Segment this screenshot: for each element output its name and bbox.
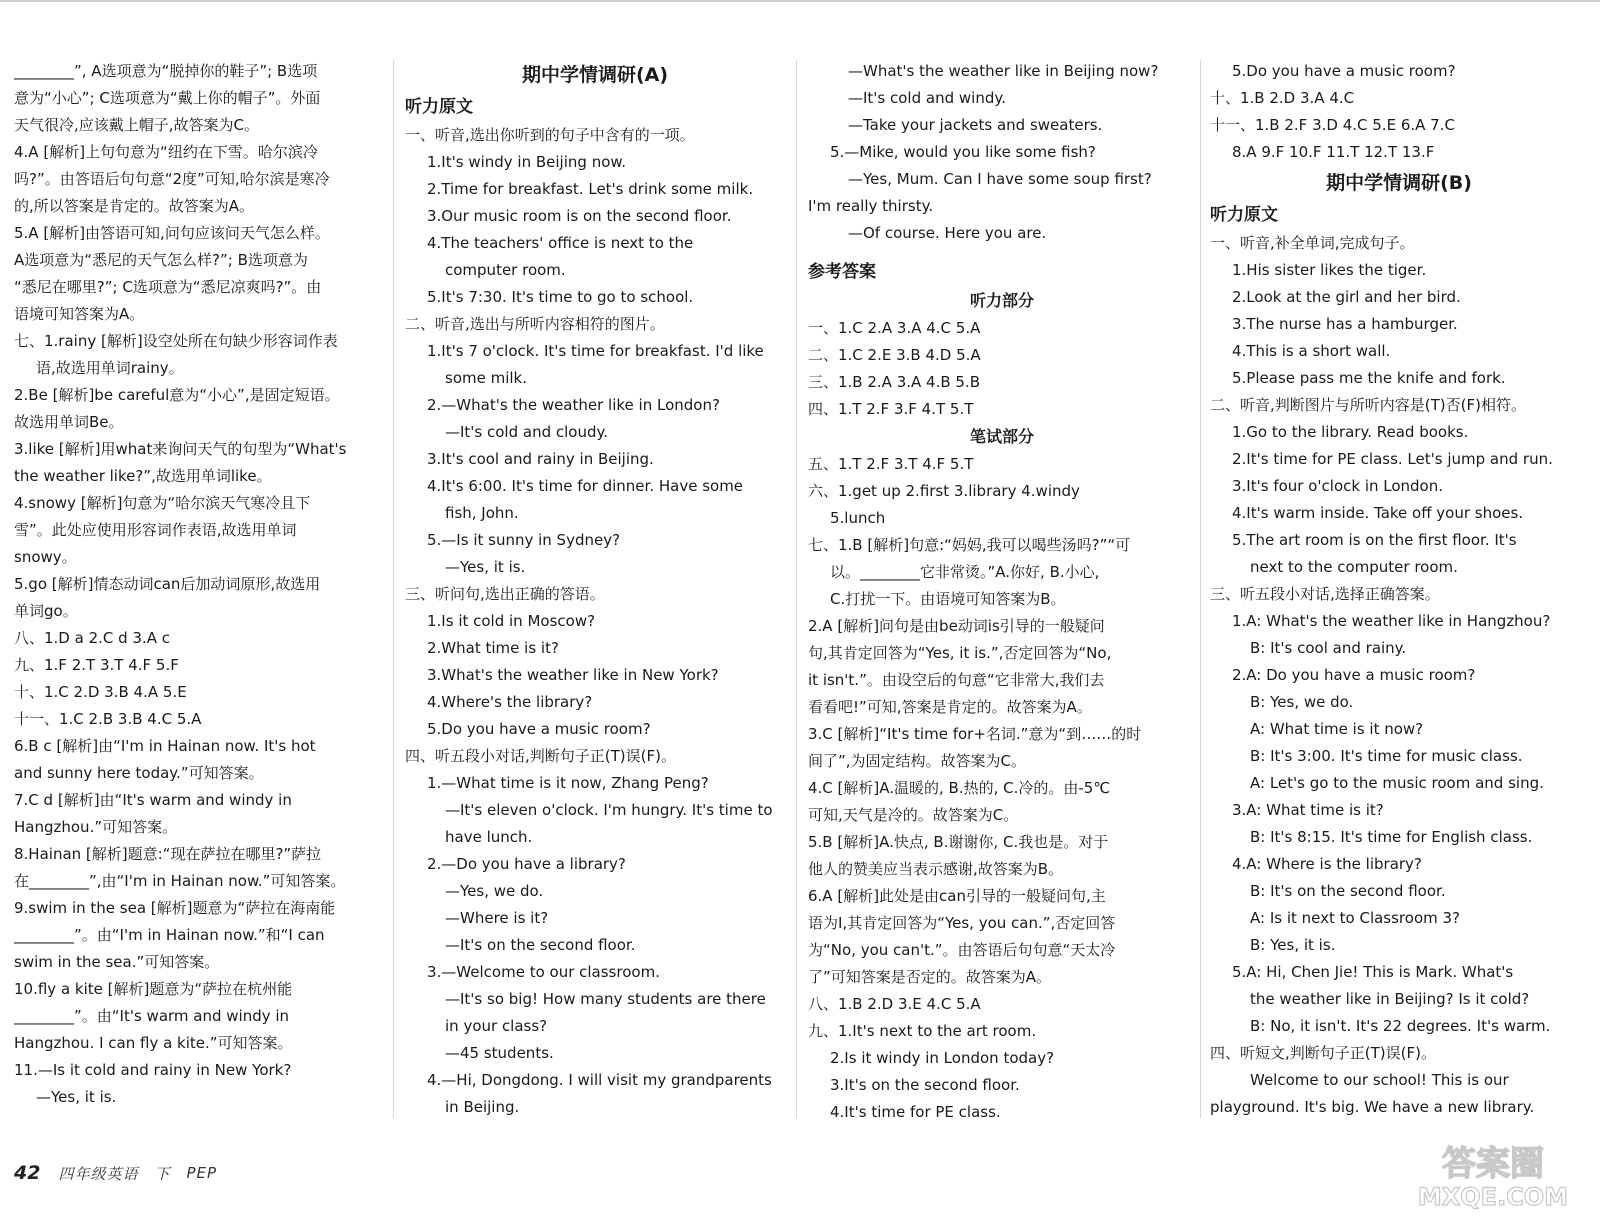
footer-grade-subject: 四年级英语 [58,1164,139,1183]
text-line: the weather like?”,故选用单词like。 [14,467,272,485]
watermark-cn: 答案圈 [1442,1144,1544,1184]
text-line: 5.Do you have a music room? [427,720,651,738]
text-line: 3.It's four o'clock in London. [1232,477,1444,495]
text-line: 三、听问句,选出正确的答语。 [405,585,605,603]
answer-line: 九、1.It's next to the art room. [808,1022,1037,1040]
text-line: 7.C d [解析]由“It's warm and windy in [14,791,292,809]
text-line: 了”可知答案是否定的。故答案为A。 [808,968,1052,986]
text-line: 5.Do you have a music room? [1232,62,1456,80]
text-line: 4.snowy [解析]句意为“哈尔滨天气寒冷且下 [14,494,311,512]
text-line: —It's so big! How many students are there [445,990,766,1008]
answer-line: 十、1.C 2.D 3.B 4.A 5.E [14,683,187,701]
text-line: 三、听五段小对话,选择正确答案。 [1210,585,1440,603]
answer-line: 九、1.F 2.T 3.T 4.F 5.F [14,656,179,674]
text-line: B: No, it isn't. It's 22 degrees. It's warm. [1250,1017,1551,1035]
text-line: —Of course. Here you are. [848,224,1047,242]
text-line: 天气很冷,应该戴上帽子,故答案为C。 [14,116,260,134]
answer-line: 2.Is it windy in London today? [830,1049,1055,1067]
text-line: swim in the sea.”可知答案。 [14,953,220,971]
text-line: 2.It's time for PE class. Let's jump and run. [1232,450,1553,468]
text-line: 5.The art room is on the first floor. It's [1232,531,1517,549]
text-line: 9.swim in the sea [解析]题意为“萨拉在海南能 [14,899,336,917]
text-line: 3.—Welcome to our classroom. [427,963,660,981]
answer-line: 8.A 9.F 10.F 11.T 12.T 13.F [1232,143,1435,161]
text-line: 看看吧!”可知,答案是肯定的。故答案为A。 [808,698,1092,716]
column-divider [393,60,394,1118]
text-line: —What's the weather like in Beijing now? [848,62,1159,80]
text-line: 4.This is a short wall. [1232,342,1391,360]
subsection-heading: 听力部分 [969,291,1034,310]
column-3 [808,58,1196,1153]
text-line: some milk. [445,369,528,387]
text-line: 2.Look at the girl and her bird. [1232,288,1461,306]
text-line: 在________”,由“I'm in Hainan now.”可知答案。 [14,872,346,890]
text-line: snowy。 [14,548,77,566]
text-line: 5.go [解析]情态动词can后加动词原形,故选用 [14,575,321,593]
text-line: 5.B [解析]A.快点, B.谢谢你, C.我也是。对于 [808,833,1109,851]
text-line: ________”。由“It's warm and windy in [14,1007,290,1025]
section-heading: 听力原文 [405,97,473,117]
text-line: 11.—Is it cold and rainy in New York? [14,1061,292,1079]
text-line: 5.It's 7:30. It's time to go to school. [427,288,694,306]
footer-edition: PEP [186,1164,218,1182]
text-line: 一、听音,选出你听到的句子中含有的一项。 [405,126,695,144]
section-title: 期中学情调研(A) [521,64,669,86]
answer-line: 十一、1.B 2.F 3.D 4.C 5.E 6.A 7.C [1210,116,1455,134]
text-line: 4.A: Where is the library? [1232,855,1422,873]
answer-line: 八、1.B 2.D 3.E 4.C 5.A [808,995,981,1013]
text-line: 七、1.B [解析]句意:“妈妈,我可以喝些汤吗?”“可 [808,536,1131,554]
text-line: 4.It's warm inside. Take off your shoes. [1232,504,1524,522]
answer-line: 二、1.C 2.E 3.B 4.D 5.A [808,346,981,364]
text-line: B: It's 3:00. It's time for music class. [1250,747,1523,765]
text-line: 2.—What's the weather like in London? [427,396,720,414]
text-line: 4.—Hi, Dongdong. I will visit my grandparents [427,1071,772,1089]
text-line: Welcome to our school! This is our [1250,1071,1509,1089]
text-line: 语境可知答案为A。 [14,305,145,323]
answer-line: 三、1.B 2.A 3.A 4.B 5.B [808,373,981,391]
text-line: —Yes, it is. [36,1088,117,1106]
text-line: 为“No, you can't.”。由答语后句句意“天太冷 [808,941,1116,959]
text-line: 5.—Is it sunny in Sydney? [427,531,621,549]
text-line: Hangzhou.”可知答案。 [14,818,178,836]
watermark-logo [1398,1141,1588,1211]
text-line: A: What time is it now? [1250,720,1424,738]
section-title: 期中学情调研(B) [1326,172,1472,194]
text-line: —It's cold and windy. [848,89,1006,107]
text-line: have lunch. [445,828,533,846]
text-line: 3.Our music room is on the second floor. [427,207,732,225]
text-line: A选项意为“悉尼的天气怎么样?”; B选项意为 [14,251,308,269]
text-line: playground. It's big. We have a new library. [1210,1098,1535,1116]
text-line: 二、听音,判断图片与所听内容是(T)否(F)相符。 [1210,396,1526,414]
text-line: 2.A [解析]问句是由be动词is引导的一般疑问 [808,617,1105,635]
text-line: 1.—What time is it now, Zhang Peng? [427,774,709,792]
text-line: 的,所以答案是肯定的。故答案为A。 [14,197,255,215]
text-line: I'm really thirsty. [808,197,934,215]
text-line: 5.A: Hi, Chen Jie! This is Mark. What's [1232,963,1514,981]
text-line: 语为I,其肯定回答为“Yes, you can.”,否定回答 [808,914,1116,932]
text-line: —It's cold and cloudy. [445,423,609,441]
subsection-heading: 笔试部分 [969,427,1034,446]
column-divider [1200,60,1201,1118]
text-line: 2.—Do you have a library? [427,855,626,873]
watermark-icon [1398,1141,1588,1211]
text-line: B: Yes, it is. [1250,936,1336,954]
watermark-site: MXQE.COM [1417,1183,1569,1211]
text-line: 四、听短文,判断句子正(T)误(F)。 [1210,1044,1436,1062]
text-line: it isn't.”。由设空后的句意“它非常大,我们去 [808,671,1105,689]
text-line: B: It's cool and rainy. [1250,639,1407,657]
text-line: 1.Go to the library. Read books. [1232,423,1469,441]
text-line: B: It's on the second floor. [1250,882,1446,900]
text-line: 5.—Mike, would you like some fish? [830,143,1096,161]
column-divider [796,60,797,1118]
text-line: 2.A: Do you have a music room? [1232,666,1476,684]
column-1 [14,58,380,1153]
text-line: 可知,天气是冷的。故答案为C。 [808,806,1019,824]
text-line: in your class? [445,1017,548,1035]
text-line: —45 students. [445,1044,554,1062]
page-number: 42 [14,1162,41,1184]
text-line: 1.Is it cold in Moscow? [427,612,596,630]
text-line: 间了”,为固定结构。故答案为C。 [808,752,1027,770]
text-line: 3.A: What time is it? [1232,801,1384,819]
text-line: 四、听五段小对话,判断句子正(T)误(F)。 [405,747,676,765]
text-line: 七、1.rainy [解析]设空处所在句缺少形容词作表 [14,332,338,350]
text-line: 一、听音,补全单词,完成句子。 [1210,234,1415,252]
top-rule [0,0,1600,2]
answer-line: 六、1.get up 2.first 3.library 4.windy [808,482,1080,500]
text-line: 1.It's windy in Beijing now. [427,153,627,171]
text-line: 3.The nurse has a hamburger. [1232,315,1458,333]
answer-line: 四、1.T 2.F 3.F 4.T 5.T [808,400,974,418]
text-line: 他人的赞美应当表示感谢,故答案为B。 [808,860,1064,878]
text-line: 单词go。 [14,602,78,620]
text-line: ________”。由“I'm in Hainan now.”和“I can [14,926,325,944]
text-line: 雪”。此处应使用形容词作表语,故选用单词 [14,521,297,539]
text-line: —Yes, Mum. Can I have some soup first? [848,170,1152,188]
text-line: 二、听音,选出与所听内容相符的图片。 [405,315,665,333]
answer-line: 十、1.B 2.D 3.A 4.C [1210,89,1355,107]
text-line: 4.Where's the library? [427,693,593,711]
column-4 [1210,58,1588,1153]
text-line: 以。________它非常烫。”A.你好, B.小心, [830,563,1100,581]
text-line: 语,故选用单词rainy。 [36,359,184,377]
answer-line: 十一、1.C 2.B 3.B 4.C 5.A [14,710,202,728]
answer-line: 5.lunch [830,509,886,527]
text-line: 2.Be [解析]be careful意为“小心”,是固定短语。 [14,386,340,404]
text-line: 意为“小心”; C选项意为“戴上你的帽子”。外面 [14,89,321,107]
text-line: 吗?”。由答语后句句意“2度”可知,哈尔滨是寒冷 [14,170,330,188]
footer-term: 下 [154,1164,171,1183]
section-heading: 参考答案 [808,262,876,282]
text-line: —Yes, we do. [445,882,544,900]
text-line: next to the computer room. [1250,558,1458,576]
text-line: —It's on the second floor. [445,936,636,954]
text-line: the weather like in Beijing? Is it cold? [1250,990,1530,1008]
text-line: Hangzhou. I can fly a kite.”可知答案。 [14,1034,293,1052]
text-line: 3.like [解析]用what来询问天气的句型为“What's [14,440,347,458]
text-line: 4.It's 6:00. It's time for dinner. Have some [427,477,744,495]
text-line: —Yes, it is. [445,558,526,576]
text-line: 1.A: What's the weather like in Hangzhou? [1232,612,1551,630]
answer-line: 一、1.C 2.A 3.A 4.C 5.A [808,319,981,337]
column-2 [405,58,785,1153]
text-line: —Where is it? [445,909,549,927]
text-line: 4.C [解析]A.温暖的, B.热的, C.冷的。由-5℃ [808,779,1111,797]
text-line: 3.C [解析]“It's time for+名词.”意为“到……的时 [808,725,1142,743]
answer-line: 五、1.T 2.F 3.T 4.F 5.T [808,455,974,473]
text-line: —Take your jackets and sweaters. [848,116,1103,134]
text-line: and sunny here today.”可知答案。 [14,764,264,782]
text-line: A: Is it next to Classroom 3? [1250,909,1461,927]
text-line: 1.His sister likes the tiger. [1232,261,1427,279]
text-line: ________”, A选项意为“脱掉你的鞋子”; B选项 [14,62,318,80]
text-line: fish, John. [445,504,519,522]
text-line: “悉尼在哪里?”; C选项意为“悉尼凉爽吗?”。由 [14,278,322,296]
text-line: in Beijing. [445,1098,520,1116]
text-line: 8.Hainan [解析]题意:“现在萨拉在哪里?”萨拉 [14,845,322,863]
text-line: 6.B c [解析]由“I'm in Hainan now. It's hot [14,737,316,755]
text-line: A: Let's go to the music room and sing. [1250,774,1544,792]
text-line: 5.A [解析]由答语可知,问句应该问天气怎么样。 [14,224,330,242]
answer-line: 4.It's time for PE class. [830,1103,1001,1121]
text-line: 句,其肯定回答为“Yes, it is.”,否定回答为“No, [808,644,1112,662]
text-line: C.打扰一下。由语境可知答案为B。 [830,590,1066,608]
text-line: B: Yes, we do. [1250,693,1354,711]
text-line: 6.A [解析]此处是由can引导的一般疑问句,主 [808,887,1106,905]
section-heading: 听力原文 [1210,205,1278,225]
text-line: 2.What time is it? [427,639,559,657]
text-line: 2.Time for breakfast. Let's drink some milk. [427,180,754,198]
text-line: 10.fly a kite [解析]题意为“萨拉在杭州能 [14,980,293,998]
text-line: 4.The teachers' office is next to the [427,234,694,252]
text-line: 3.It's cool and rainy in Beijing. [427,450,654,468]
text-line: 5.Please pass me the knife and fork. [1232,369,1506,387]
text-line: —It's eleven o'clock. I'm hungry. It's time to [445,801,773,819]
text-line: 3.What's the weather like in New York? [427,666,719,684]
text-line: B: It's 8:15. It's time for English class. [1250,828,1533,846]
text-line: 故选用单词Be。 [14,413,124,431]
text-line: 1.It's 7 o'clock. It's time for breakfast. I'd like [427,342,764,360]
page-footer [14,1160,217,1186]
answer-line: 八、1.D a 2.C d 3.A c [14,629,171,647]
answer-line: 3.It's on the second floor. [830,1076,1020,1094]
text-line: 4.A [解析]上句句意为“纽约在下雪。哈尔滨冷 [14,143,318,161]
text-line: computer room. [445,261,566,279]
spacer [808,247,1196,257]
